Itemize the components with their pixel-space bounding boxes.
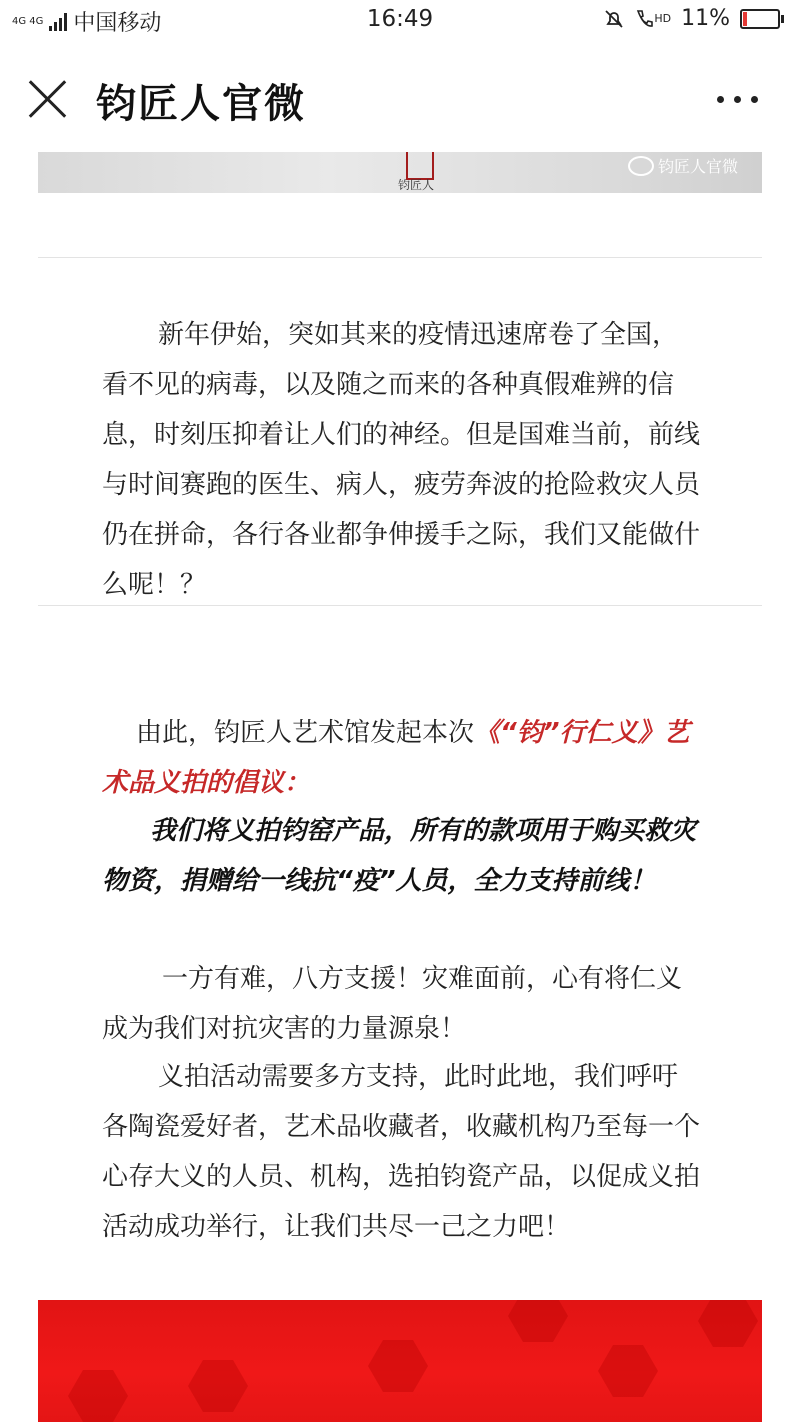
proposal-lead: 由此，钧匠人艺术馆发起本次 bbox=[136, 718, 475, 748]
close-icon[interactable] bbox=[26, 78, 68, 120]
watermark-text: 钧匠人官微 bbox=[657, 157, 738, 176]
appeal-paragraph: 义拍活动需要多方支持，此时此地，我们呼吁各陶瓷爱好者，艺术品收藏者，收藏机构乃至每一个心存大义的人员、机构，选拍钧瓷产品，以促成义拍活动成功举行，让我们共尽一己之力吧！ bbox=[102, 1062, 701, 1242]
hexagon-pattern bbox=[68, 1370, 128, 1422]
hexagon-pattern bbox=[188, 1360, 248, 1412]
status-bar bbox=[0, 0, 800, 44]
proposal-highlight: 《“钧”行仁义》艺术品义拍的倡议： bbox=[102, 718, 690, 798]
hd-label: HD bbox=[654, 12, 672, 25]
nav-bar bbox=[0, 44, 800, 150]
divider bbox=[38, 605, 762, 606]
more-dot-icon bbox=[751, 96, 758, 103]
more-dot-icon bbox=[734, 96, 741, 103]
battery-text: 11% bbox=[681, 6, 730, 31]
network-type: 4G 4G bbox=[12, 15, 44, 27]
divider bbox=[38, 257, 762, 258]
more-dot-icon bbox=[717, 96, 724, 103]
hexagon-pattern bbox=[598, 1345, 658, 1397]
intro-paragraph: 新年伊始，突如其来的疫情迅速席卷了全国，看不见的病毒，以及随之而来的各种真假难辨的信息，时刻压抑着让人们的神经。但是国难当前，前线与时间赛跑的医生、病人，疲劳奔波的抢险救灾人员仍在拼命，各行各业都争伸援手之际，我们又能做什么呢！？ bbox=[102, 320, 701, 600]
status-time: 16:49 bbox=[366, 6, 434, 32]
bell-muted-icon bbox=[603, 8, 625, 30]
battery-level bbox=[743, 12, 747, 26]
wechat-icon bbox=[628, 156, 654, 176]
hexagon-pattern bbox=[508, 1300, 568, 1342]
logo-text: 钧匠人 bbox=[398, 178, 435, 192]
hd-call-icon bbox=[635, 9, 671, 29]
article-banner-image bbox=[38, 152, 762, 193]
watermark bbox=[628, 154, 738, 177]
red-banner-image bbox=[38, 1300, 762, 1422]
pledge-paragraph: 我们将义拍钧窑产品，所有的款项用于购买救灾物资，捐赠给一线抗“疫”人员，全力支持前线！ bbox=[102, 816, 697, 896]
carrier-name: 中国移动 bbox=[73, 11, 162, 36]
battery-icon bbox=[740, 9, 780, 29]
page-title: 钧匠人官微 bbox=[96, 81, 306, 127]
more-options-button[interactable] bbox=[717, 96, 758, 103]
support-paragraph: 一方有难，八方支援！灾难面前，心有将仁义成为我们对抗灾害的力量源泉！ bbox=[102, 964, 683, 1044]
proposal-paragraph bbox=[102, 708, 702, 808]
hexagon-pattern bbox=[698, 1300, 758, 1347]
status-right bbox=[603, 6, 780, 31]
hexagon-pattern bbox=[368, 1340, 428, 1392]
